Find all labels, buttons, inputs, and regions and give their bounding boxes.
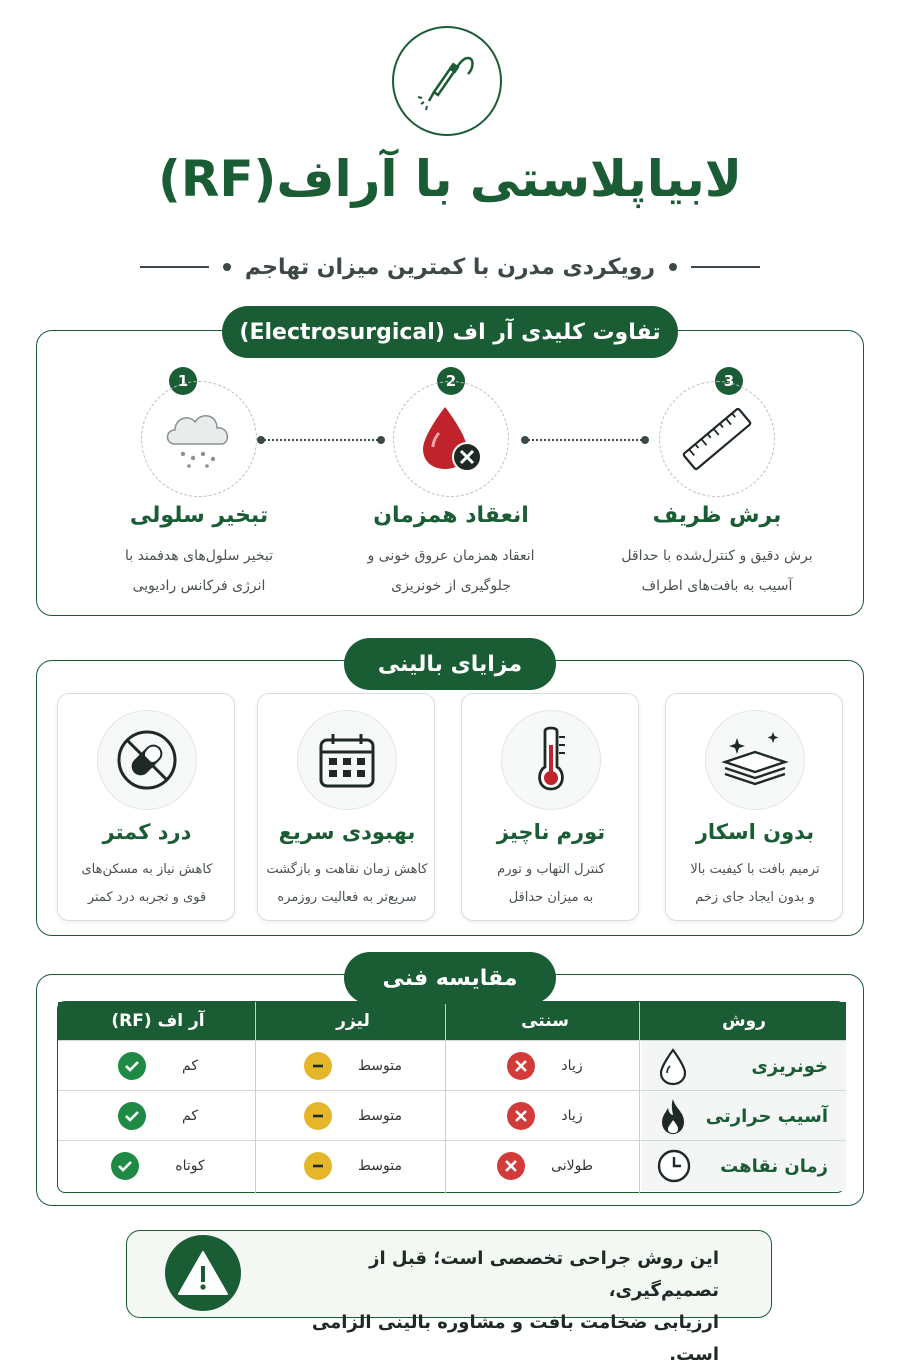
table-row (58, 1040, 846, 1090)
column-header-method: روش (722, 1011, 766, 1031)
feature-title: برش ظریف (652, 503, 782, 528)
benefit-desc-line: کنترل التهاب و تورم (497, 862, 605, 877)
notice-line: ارزیابی ضخامت بافت و مشاوره بالینی الزامی است. (311, 1312, 719, 1365)
divider-right (691, 266, 760, 268)
method-cell (642, 1041, 846, 1091)
benefit-description (262, 856, 432, 912)
thermometer-icon (519, 723, 583, 797)
feature-title: انعقاد همزمان (373, 503, 529, 528)
column-header-rf: آر اف (RF) (111, 1011, 205, 1031)
column-header-traditional: سنتی (521, 1011, 569, 1031)
table-row (58, 1090, 846, 1140)
laser-cell (258, 1141, 448, 1191)
cell-value: متوسط (358, 1108, 402, 1124)
rf-probe-icon (412, 46, 482, 116)
benefit-icon-ring (297, 710, 397, 810)
cell-value: کم (182, 1058, 198, 1074)
divider-left (140, 266, 209, 268)
notice-line: این روش جراحی تخصصی است؛ قبل از تصمیم‌گیری، (369, 1248, 719, 1301)
section-heading-comparison: مقایسه فنی (344, 952, 556, 1004)
method-cell (642, 1141, 846, 1191)
page-title: لابیاپلاستی با آراف(RF) (158, 150, 742, 208)
method-label: زمان نقاهت (720, 1155, 828, 1177)
info-circle (165, 1235, 241, 1311)
benefit-title: بهبودی سریع (278, 820, 416, 844)
feature-description (331, 541, 571, 601)
rf-cell (58, 1041, 258, 1091)
no-pill-icon (112, 725, 182, 795)
notice-text (259, 1243, 719, 1371)
laser-cell (258, 1041, 448, 1091)
benefit-icon-ring (501, 710, 601, 810)
benefit-description (466, 856, 636, 912)
method-cell (642, 1091, 846, 1141)
vapor-cloud-icon (159, 404, 239, 474)
drop-icon (656, 1046, 690, 1086)
x-icon (507, 1052, 535, 1080)
feature-title: تبخیر سلولی (129, 503, 269, 528)
benefit-title: بدون اسکار (695, 820, 815, 844)
minus-icon (304, 1102, 332, 1130)
benefit-desc-line: و بدون ایجاد جای زخم (695, 890, 815, 905)
dotted-connector (525, 439, 645, 441)
blood-drop-icon (411, 399, 491, 479)
benefit-title: درد کمتر (102, 820, 192, 844)
section-heading-differences: تفاوت کلیدی آر اف (Electrosurgical) (222, 306, 678, 358)
column-header-laser: لیزر (336, 1011, 370, 1031)
cell-value: کم (182, 1108, 198, 1124)
feature-description (79, 541, 319, 601)
feature-desc-line: تبخیر سلول‌های هدفمند با (124, 548, 274, 564)
rf-cell (58, 1141, 258, 1191)
section-heading-benefits: مزایای بالینی (344, 638, 556, 690)
benefit-icon-ring (705, 710, 805, 810)
method-label: خونریزی (751, 1055, 828, 1077)
benefit-card-less-pain (57, 693, 235, 921)
table-header (58, 1002, 846, 1040)
medical-notice (126, 1230, 772, 1365)
feature-desc-line: جلوگیری از خونریزی (391, 578, 511, 594)
feature-desc-line: آسیب به بافت‌های اطراف (641, 578, 793, 594)
clinical-benefits-section (36, 660, 864, 936)
benefit-description (670, 856, 840, 912)
benefit-icon-ring (97, 710, 197, 810)
benefit-desc-line: ترمیم بافت با کیفیت بالا (690, 862, 820, 877)
traditional-cell (448, 1091, 642, 1141)
key-differences-section (36, 330, 864, 616)
feature-icon-ring (141, 381, 257, 497)
ruler-icon (677, 399, 757, 479)
benefit-card-fast-recovery (257, 693, 435, 921)
smooth-layers-icon (719, 728, 791, 792)
feature-desc-line: برش دقیق و کنترل‌شده با حداقل (621, 548, 813, 564)
cell-value: متوسط (358, 1058, 402, 1074)
divider-dot (223, 263, 231, 271)
divider-dot (669, 263, 677, 271)
benefit-card-minimal-swelling (461, 693, 639, 921)
feature-icon-ring (659, 381, 775, 497)
method-label: آسیب حرارتی (705, 1105, 828, 1127)
column-divider (255, 1002, 256, 1194)
feature-desc-line: انعقاد همزمان عروق خونی و (367, 548, 535, 564)
clock-icon (656, 1148, 692, 1184)
dotted-connector (261, 439, 381, 441)
step-number-badge: 3 (715, 367, 743, 395)
cell-value: زیاد (561, 1108, 583, 1124)
benefit-title: تورم ناچیز (496, 820, 606, 844)
benefit-desc-line: کاهش نیاز به مسکن‌های (81, 862, 213, 877)
step-number-badge: 1 (169, 367, 197, 395)
feature-description (597, 541, 837, 601)
cell-value: زیاد (561, 1058, 583, 1074)
feature-icon-ring (393, 381, 509, 497)
benefit-desc-line: به میزان حداقل (508, 890, 594, 905)
minus-icon (304, 1152, 332, 1180)
page-subtitle: رویکردی مدرن با کمترین میزان تهاجم (244, 254, 656, 280)
column-divider (445, 1002, 446, 1194)
traditional-cell (448, 1041, 642, 1091)
subtitle-row (140, 250, 760, 284)
comparison-table (57, 1001, 845, 1193)
cell-value: طولانی (551, 1158, 593, 1174)
table-row (58, 1140, 846, 1190)
check-icon (111, 1152, 139, 1180)
benefit-desc-line: کاهش زمان نقاهت و بازگشت (266, 862, 428, 877)
feature-desc-line: انرژی فرکانس رادیویی (132, 578, 266, 594)
benefit-description (62, 856, 232, 912)
check-icon (118, 1102, 146, 1130)
cell-value: کوتاه (175, 1158, 205, 1174)
benefit-desc-line: سریع‌تر به فعالیت روزمره (277, 890, 417, 905)
technical-comparison-section (36, 974, 864, 1206)
benefit-card-no-scar (665, 693, 843, 921)
flame-icon (656, 1096, 690, 1136)
minus-icon (304, 1052, 332, 1080)
calendar-icon (315, 728, 379, 792)
step-number-badge: 2 (437, 367, 465, 395)
x-icon (507, 1102, 535, 1130)
benefit-desc-line: قوی و تجربه درد کمتر (87, 890, 207, 905)
x-icon (497, 1152, 525, 1180)
cell-value: متوسط (358, 1158, 402, 1174)
column-divider (639, 1002, 640, 1194)
rf-cell (58, 1091, 258, 1141)
traditional-cell (448, 1141, 642, 1191)
laser-cell (258, 1091, 448, 1141)
check-icon (118, 1052, 146, 1080)
rf-probe-logo (392, 26, 502, 136)
warning-icon (176, 1248, 230, 1298)
